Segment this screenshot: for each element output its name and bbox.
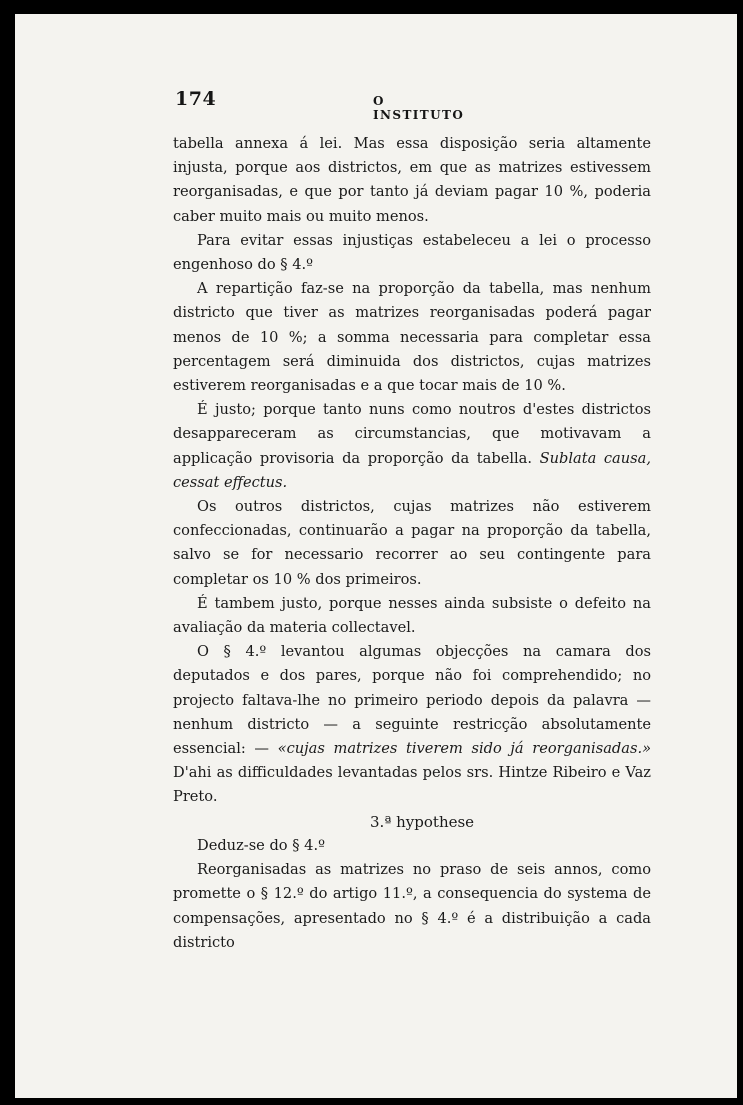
paragraph-text: É justo; porque tanto nuns como noutros d'estes districtos desappareceram as circumstancias, que motivavam a applicação provisoria da proporção da tabella. bbox=[173, 401, 651, 467]
paragraph: Para evitar essas injustiças estabeleceu a lei o processo engenhoso do § 4.º bbox=[173, 231, 651, 274]
page-number: 174 bbox=[175, 88, 217, 110]
paragraph-continuation: tabella annexa á lei. Mas essa disposição seria altamente injusta, porque aos districtos, em que as matrizes estivessem reorganisadas, e que por tanto já deviam pagar 10 %, poderia caber muito mais ou muito menos. bbox=[173, 135, 651, 225]
page-header bbox=[175, 88, 475, 122]
section-heading: 3.ª hypothese bbox=[369, 812, 475, 831]
paragraph-text: O § 4.º levantou algumas objecções na camara dos deputados e dos pares, porque não foi comprehendido; no projecto faltava-lhe no primeiro periodo depois da palavra — nenhum districto — a seguinte restricção absolutamente essencial: — bbox=[173, 643, 651, 758]
paragraph: É tambem justo, porque nesses ainda subsiste o defeito na avaliação da materia collectavel. bbox=[173, 594, 651, 637]
body-text bbox=[173, 132, 651, 955]
quoted-restriction: «cujas matrizes tiverem sido já reorganisadas.» bbox=[277, 740, 652, 758]
paragraph: A repartição faz-se na proporção da tabella, mas nenhum districto que tiver as matrizes reorganisadas poderá pagar menos de 10 %; a somma necessaria para completar essa percentagem será diminuida dos districtos, cujas matrizes estiverem reorganisadas e a que tocar mais de 10 %. bbox=[173, 280, 651, 395]
latin-phrase: Sublata causa, cessat effectus. bbox=[173, 449, 651, 491]
paragraph: Deduz-se do § 4.º bbox=[197, 836, 325, 854]
running-title: O INSTITUTO bbox=[373, 94, 465, 122]
paragraph-text: D'ahi as difficuldades levantadas pelos srs. Hintze Ribeiro e Vaz Preto. bbox=[173, 764, 651, 806]
scan-frame bbox=[5, 4, 735, 1098]
paragraph: Os outros districtos, cujas matrizes não estiverem confeccionadas, continuarão a pagar na proporção da tabella, salvo se for necessario recorrer ao seu contingente para completar os 10 % dos primeiros. bbox=[173, 498, 651, 588]
paragraph: Reorganisadas as matrizes no praso de seis annos, como promette o § 12.º do artigo 11.º, a consequencia do systema de compensações, apresentado no § 4.º é a distribuição a cada districto bbox=[173, 861, 651, 951]
book-page bbox=[15, 14, 737, 1098]
paragraph bbox=[173, 398, 651, 495]
paragraph bbox=[173, 640, 651, 809]
